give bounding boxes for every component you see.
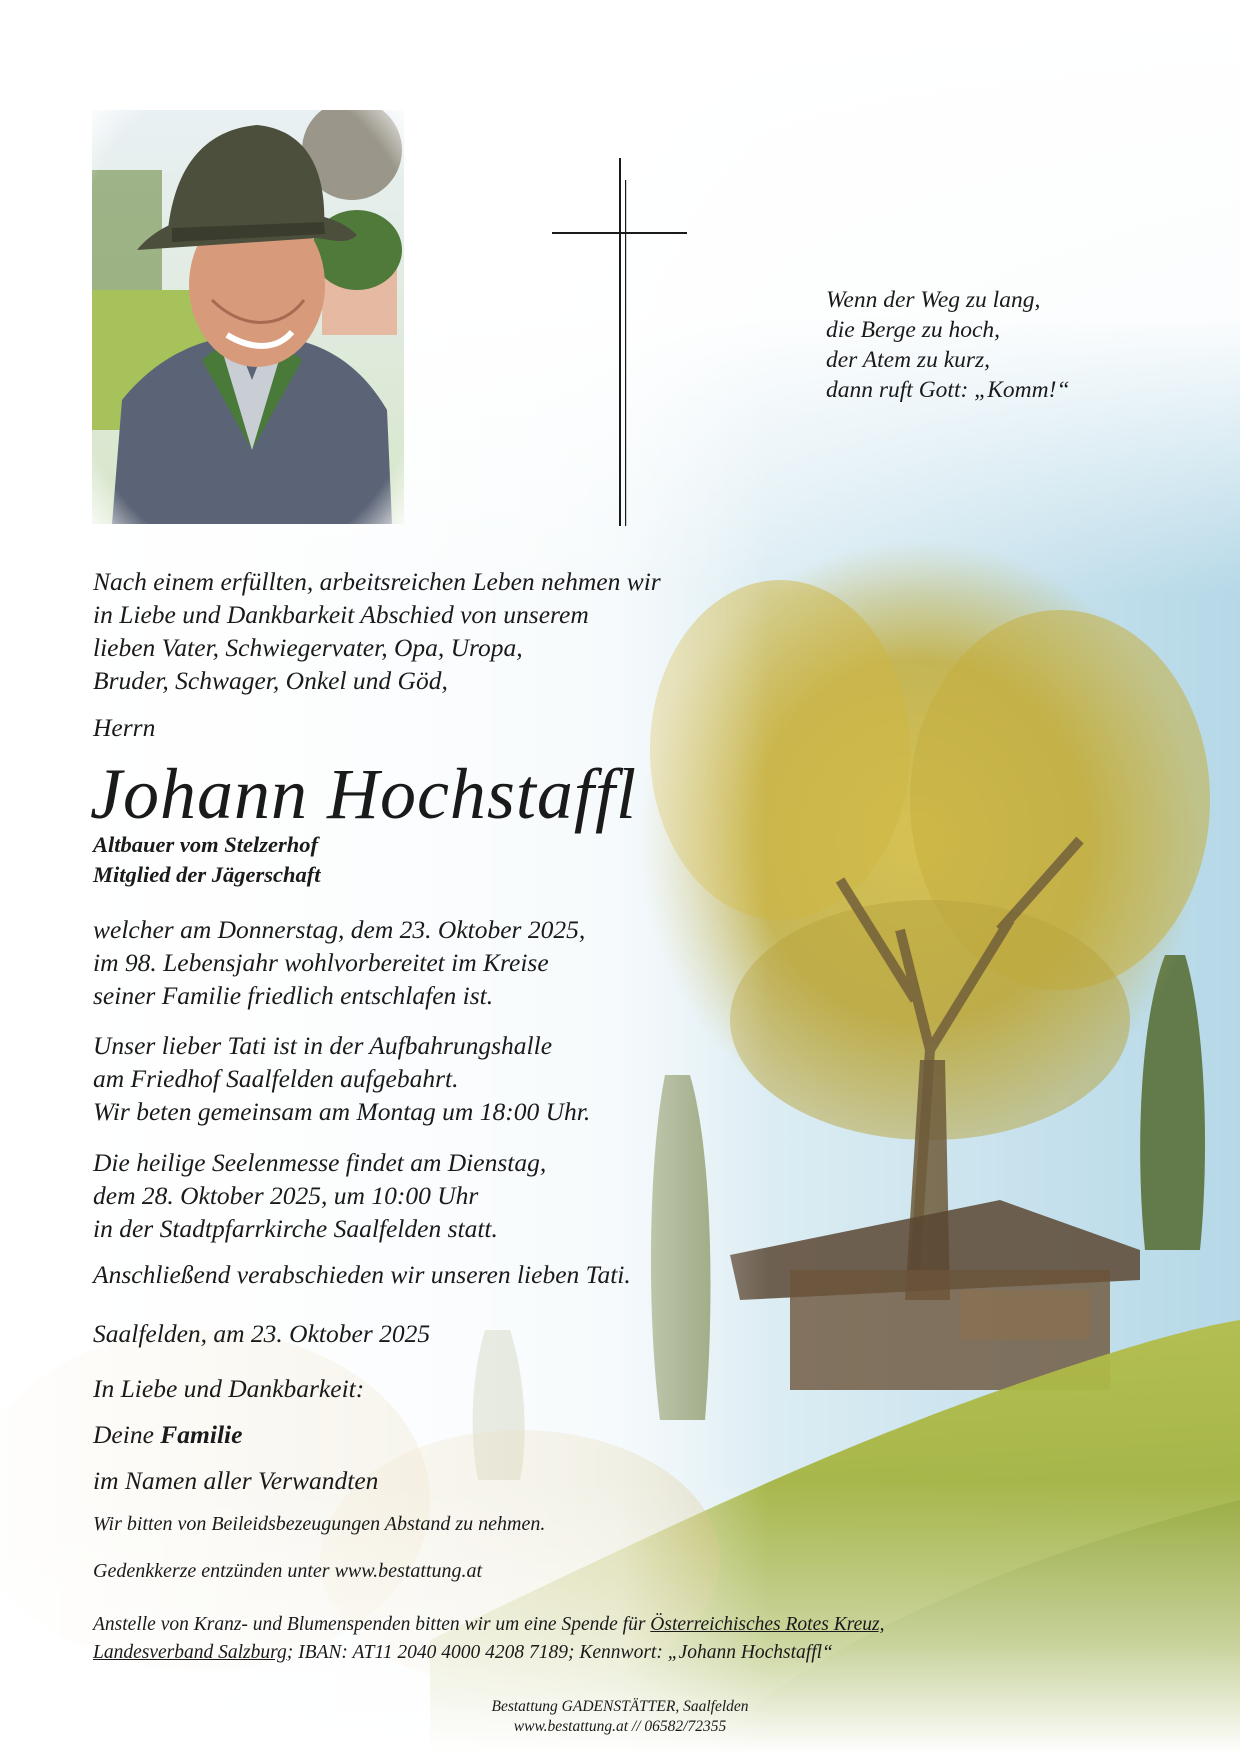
donation-org-link-2[interactable]: Landesverband Salzburg	[93, 1642, 287, 1663]
laying-line: Unser lieber Tati ist in der Aufbahrungshalle	[93, 1031, 553, 1060]
salutation: Herrn	[93, 713, 156, 742]
undertaker-name: Bestattung GADENSTÄTTER, Saalfelden	[491, 1698, 749, 1715]
poem-line: der Atem zu kurz,	[826, 347, 991, 373]
relatives-line: im Namen aller Verwandten	[93, 1466, 379, 1495]
donation-prefix: Anstelle von Kranz- und Blumenspenden bitten wir um eine Spende für	[93, 1614, 651, 1635]
poem-line: Wenn der Weg zu lang,	[826, 287, 1041, 313]
death-line: im 98. Lebensjahr wohlvorbereitet im Kreise	[93, 948, 549, 977]
cross-icon	[552, 158, 687, 526]
mass-notice	[93, 1146, 546, 1245]
poem-line: die Berge zu hoch,	[826, 317, 1001, 343]
intro-line: in Liebe und Dankbarkeit Abschied von unserem	[93, 600, 589, 629]
family-name: Familie	[160, 1420, 243, 1449]
donation-note	[93, 1611, 884, 1667]
donation-line-1	[93, 1611, 884, 1639]
intro-line: Nach einem erfüllten, arbeitsreichen Leben nehmen wir	[93, 567, 661, 596]
mass-line: Die heilige Seelenmesse findet am Dienstag,	[93, 1148, 547, 1177]
title-line: Mitglied der Jägerschaft	[93, 862, 321, 887]
laying-out-notice	[93, 1029, 590, 1128]
poem-line: dann ruft Gott: „Komm!“	[826, 377, 1070, 403]
donation-org-link[interactable]: Österreichisches Rotes Kreuz,	[650, 1614, 885, 1635]
deceased-name: Johann Hochstaffl	[90, 754, 637, 834]
family-prefix: Deine	[93, 1420, 154, 1449]
thanks-line: In Liebe und Dankbarkeit:	[93, 1374, 365, 1403]
intro-line: Bruder, Schwager, Onkel und Göd,	[93, 666, 448, 695]
condolence-request: Wir bitten von Beileidsbezeugungen Abstand zu nehmen.	[93, 1513, 546, 1535]
donation-bank-details: ; IBAN: AT11 2040 4000 4208 7189; Kennwort: „Johann Hochstaffl“	[286, 1642, 833, 1663]
title-line: Altbauer vom Stelzerhof	[93, 832, 319, 857]
mass-line: dem 28. Oktober 2025, um 10:00 Uhr	[93, 1181, 479, 1210]
death-line: welcher am Donnerstag, dem 23. Oktober 2025,	[93, 915, 586, 944]
footer	[0, 1697, 1240, 1737]
death-line: seiner Familie friedlich entschlafen ist.	[93, 981, 494, 1010]
laying-line: am Friedhof Saalfelden aufgebahrt.	[93, 1064, 459, 1093]
mass-line: in der Stadtpfarrkirche Saalfelden statt.	[93, 1214, 498, 1243]
poem	[826, 285, 1070, 405]
laying-line: Wir beten gemeinsam am Montag um 18:00 Uhr.	[93, 1097, 591, 1126]
memorial-candle-note: Gedenkkerze entzünden unter www.bestattung.at	[93, 1560, 483, 1582]
family-signature	[93, 1418, 242, 1451]
intro-paragraph	[93, 565, 661, 697]
deceased-titles	[93, 830, 320, 890]
donation-line-2	[93, 1639, 884, 1667]
death-notice	[93, 913, 585, 1012]
intro-line: lieben Vater, Schwiegervater, Opa, Uropa,	[93, 633, 523, 662]
place-date: Saalfelden, am 23. Oktober 2025	[93, 1319, 431, 1348]
portrait-photo	[92, 110, 404, 524]
undertaker-contact: www.bestattung.at // 06582/72355	[513, 1718, 727, 1735]
farewell-line: Anschließend verabschieden wir unseren lieben Tati.	[93, 1260, 631, 1289]
